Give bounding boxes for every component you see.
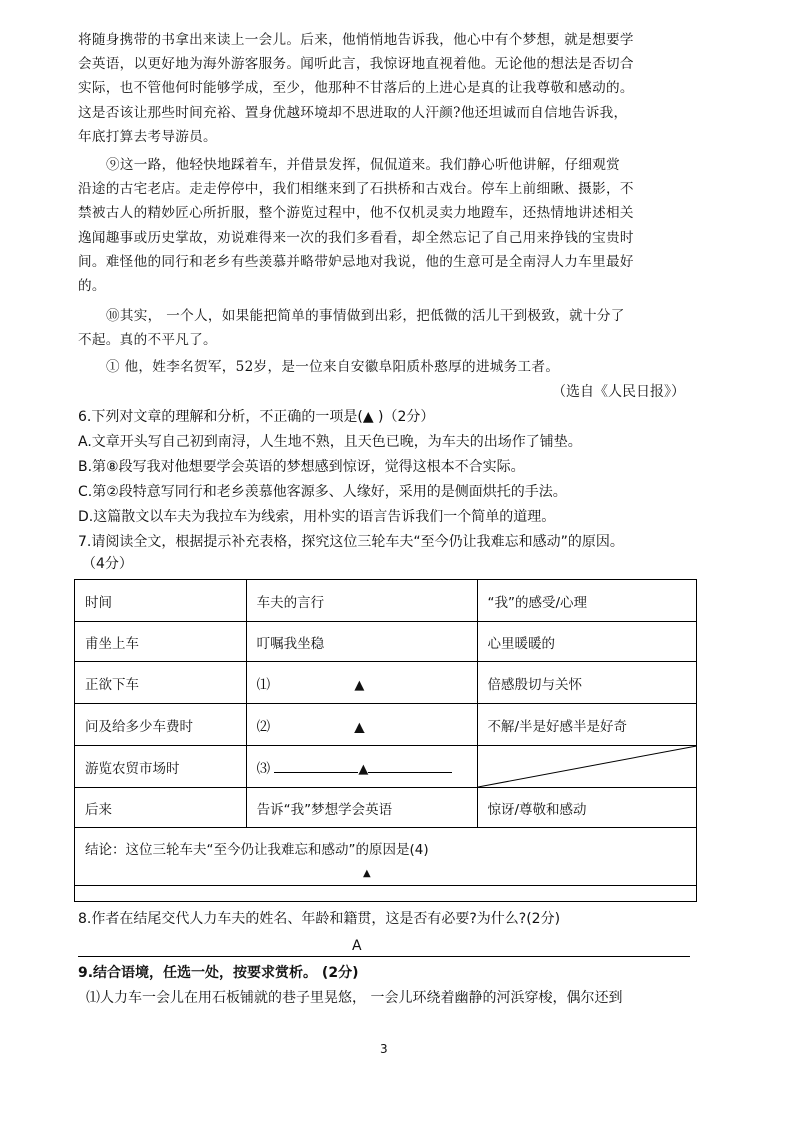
action-cell: 叮嘱我坐稳: [246, 622, 477, 662]
table-header-cell: 车夫的言行: [246, 580, 477, 622]
option-b: B.第⑧段写我对他想要学会英语的梦想感到惊讶，觉得这根本不合实际。: [78, 459, 525, 475]
footnote-text: ① 他，姓李名贺军，52岁，是一位来自安徽阜阳质朴憨厚的进城务工者。: [106, 359, 560, 375]
table-row: [75, 622, 697, 662]
option-d: D.这篇散文以车夫为我拉车为线索，用朴实的语言告诉我们一个简单的道理。: [78, 509, 556, 525]
empty-cell: [75, 886, 697, 902]
time-cell: 甫坐上车: [75, 622, 247, 662]
option-a: A.文章开头写自己初到南浔，人生地不熟，且天色已晚，为车夫的出场作了铺垫。: [78, 434, 582, 450]
question-stem: 9.结合语境，任选一处，按要求赏析。 (2分): [78, 965, 359, 981]
table-row: [75, 662, 697, 704]
diagonal-line: [478, 746, 697, 787]
text-line: 禁被古人的精妙匠心所折服，整个游览过程中，他不仅机灵卖力地蹬车，还热情地讲述相关: [78, 205, 634, 222]
text-line: 的。: [78, 278, 106, 295]
conclusion-mark: ▲: [363, 868, 371, 879]
question-stem: 8.作者在结尾交代人力车夫的姓名、年龄和籍贯，这是否有必要?为什么?(2分): [78, 911, 561, 927]
feeling-cell: 不解/半是好感半是好奇: [477, 704, 697, 746]
conclusion-row: [75, 828, 697, 886]
table-row: [75, 886, 697, 902]
blank-mark: ▲: [358, 761, 369, 777]
feeling-cell: 心里暖暖的: [477, 622, 697, 662]
blank-number: ⑵: [256, 718, 271, 735]
question-stem: 7.请阅读全文，根据提示补充表格，探究这位三轮车夫“至今仍让我难忘和感动”的原因。: [78, 534, 624, 550]
time-cell: 正欲下车: [75, 662, 247, 704]
question-item: ⑴人力车一会儿在用石板铺就的巷子里晃悠， 一会儿环绕着幽静的河浜穿梭，偶尔还到: [86, 990, 623, 1006]
source-citation: （选自《人民日报》）: [552, 384, 685, 400]
blank-number: ⑴: [256, 676, 271, 693]
page-number: 3: [380, 1042, 388, 1056]
question-8: [78, 907, 698, 932]
action-cell[interactable]: [246, 746, 477, 788]
empty-diagonal-cell: [477, 746, 697, 788]
text-line: 将随身携带的书拿出来读上一会儿。后来，他悄悄地告诉我，他心中有个梦想，就是想要学: [78, 32, 634, 48]
text-line: 这是否该让那些时间充裕、置身优越环境却不思进取的人汗颜?他还坦诚而自信地告诉我，: [78, 104, 628, 121]
feeling-cell: 倍感殷切与关怀: [477, 662, 697, 704]
feeling-cell: 惊讶/尊敬和感动: [477, 788, 697, 828]
question-score: （4分）: [82, 556, 133, 572]
table-row: [75, 788, 697, 828]
conclusion-text: 结论：这位三轮车夫“至今仍让我难忘和感动”的原因是(4): [85, 842, 429, 858]
question-9: [78, 961, 698, 1011]
blank-number: ⑶: [256, 760, 271, 777]
question-7: [78, 531, 698, 575]
time-cell: 问及给多少车费时: [75, 704, 247, 746]
table-row: [75, 704, 697, 746]
blank-line: [368, 760, 452, 773]
option-c: C.第②段特意写同行和老乡羡慕他客源多、人缘好，采用的是侧面烘托的手法。: [78, 484, 567, 500]
answer-line[interactable]: [78, 956, 690, 957]
text-line: 间。难怪他的同行和老乡有些羡慕并略带妒忌地对我说，他的生意可是全南浔人力车里最好: [78, 253, 634, 270]
question-6: [78, 405, 698, 530]
blank-line: [274, 760, 358, 773]
text-line: 会英语，以更好地为海外游客服务。闻听此言，我惊讶地直视着他。无论他的想法是否切合: [78, 56, 634, 73]
blank-mark: ▲: [354, 677, 365, 693]
action-cell[interactable]: [246, 662, 477, 704]
passage-paragraph-10: [78, 304, 692, 352]
text-line: ⑨这一路，他轻快地踩着车，并借景发挥，侃侃道来。我们静心听他讲解，仔细观赏: [106, 157, 621, 173]
text-line: 逸闻趣事或历史掌故，劝说难得来一次的我们多看看，却全然忘记了自己用来挣钱的宝贵时: [78, 229, 634, 246]
answer-mark: A: [352, 938, 362, 954]
time-cell: 游览农贸市场时: [75, 746, 247, 788]
blank-mark: ▲: [354, 719, 365, 735]
answer-table: [74, 579, 697, 902]
table-row: [75, 746, 697, 788]
passage-paragraph-9: [78, 153, 692, 298]
text-line: 年底打算去考导游员。: [78, 128, 217, 145]
table-header-row: [75, 580, 697, 622]
question-stem: 6.下列对文章的理解和分析，不正确的一项是(▲ )（2分）: [78, 409, 435, 425]
footnote: [78, 355, 692, 379]
text-line: ⑩其实， 一个人，如果能把简单的事情做到出彩，把低微的活儿干到极致，就十分了: [106, 308, 625, 324]
passage-paragraph-8: [78, 28, 692, 149]
table-header-cell: “我”的感受/心理: [477, 580, 697, 622]
text-line: 不起。真的不平凡了。: [78, 332, 217, 349]
time-cell: 后来: [75, 788, 247, 828]
table-header-cell: 时间: [75, 580, 247, 622]
conclusion-cell[interactable]: [75, 828, 697, 886]
action-cell[interactable]: [246, 704, 477, 746]
text-line: 实际，也不管他何时能够学成，至少，他那种不甘落后的上进心是真的让我尊敬和感动的。: [78, 80, 634, 97]
text-line: 沿途的古宅老店。走走停停中，我们相继来到了石拱桥和古戏台。停车上前细瞅、摄影，不: [78, 181, 634, 198]
action-cell: 告诉“我”梦想学会英语: [246, 788, 477, 828]
